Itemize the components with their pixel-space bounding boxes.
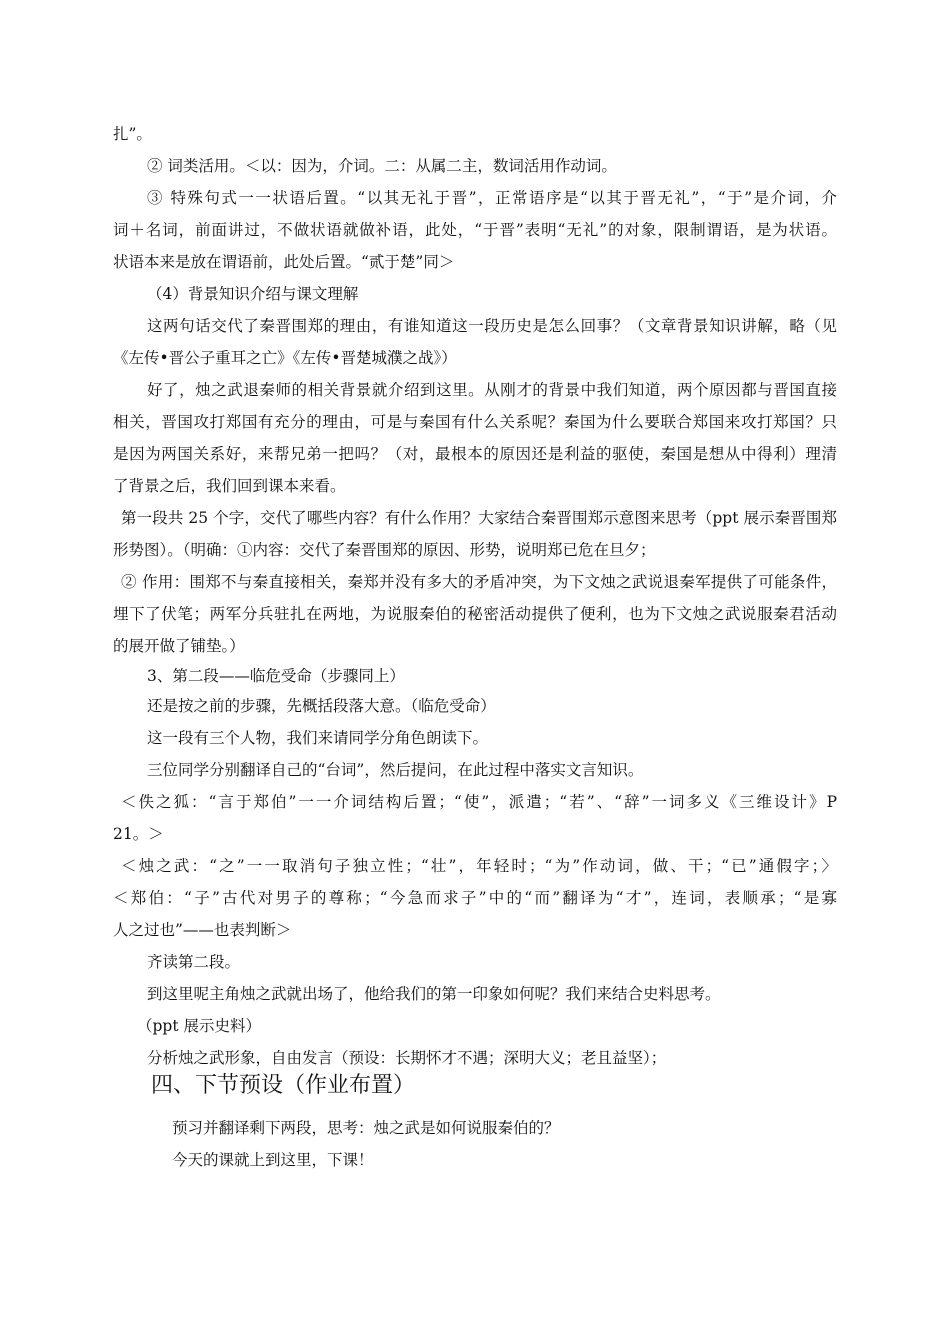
text-line: 《左传•晋公子重耳之亡》《左传•晋楚城濮之战》） — [113, 349, 457, 367]
text-line: 预习并翻译剩下两段，思考：烛之武是如何说服秦伯的？ — [172, 1119, 560, 1137]
text-line: 形势图）。（明确：①内容：交代了秦晋围郑的原因、形势，说明郑已危在旦夕； — [113, 541, 656, 559]
text-line: ② 作用：围郑不与秦直接相关，秦郑并没有多大的矛盾冲突，为下文烛之武说退秦军提供了可能条件， — [121, 573, 837, 591]
section-subheading: （4）背景知识介绍与课文理解 — [147, 285, 359, 303]
text-line: 的展开做了铺垫。） — [113, 637, 245, 655]
text-line: ＜郑伯：“子”古代对男子的尊称；“今急而求子”中的“而”翻译为“才”，连词，表顺承；“是寡 — [113, 889, 837, 907]
text-line: ③ 特殊句式一一状语后置。“以其无礼于晋”，正常语序是“以其于晋无礼”，“于”是介词，介 — [147, 189, 837, 207]
section-heading: 四、下节预设（作业布置） — [151, 1073, 416, 1098]
text-line: 齐读第二段。 — [147, 953, 241, 971]
text-line: 状语本来是放在谓语前，此处后置。“贰于楚”同＞ — [113, 253, 455, 271]
text-line: ＜烛之武：“之”一一取消句子独立性；“壮”，年轻时；“为”作动词，做、干；“已”通假字；〉 — [121, 857, 837, 875]
text-line: 第一段共 25 个字，交代了哪些内容？有什么作用？大家结合秦晋围郑示意图来思考（ppt 展示秦晋围郑 — [121, 509, 837, 527]
text-line: 词＋名词，前面讲过，不做状语就做补语，此处，“于晋”表明“无礼”的对象，限制谓语，是为状语。 — [113, 221, 837, 239]
text-line: ＜佚之狐：“言于郑伯”一一介词结构后置；“使”，派遣；“若”、“辞”一词多义《三维设计》P — [121, 793, 837, 811]
section-subheading: 3、第二段——临危受命（步骤同上） — [147, 667, 405, 685]
text-line: 今天的课就上到这里，下课！ — [172, 1151, 374, 1169]
text-line: （ppt 展示史料） — [137, 1017, 262, 1035]
text-line: 好了，烛之武退秦师的相关背景就介绍到这里。从刚才的背景中我们知道，两个原因都与晋国直接 — [147, 381, 837, 399]
text-line: 这一段有三个人物，我们来请同学分角色朗读下。 — [147, 729, 489, 747]
text-line: ② 词类活用。＜以：因为，介词。二：从属二主，数词活用作动词。 — [147, 157, 617, 175]
text-line: 分析烛之武形象，自由发言（预设：长期怀才不遇；深明大义；老且益坚）； — [147, 1049, 667, 1067]
text-line: 相关，晋国攻打郑国有充分的理由，可是与秦国有什么关系呢？秦国为什么要联合郑国来攻打郑国？只 — [113, 413, 837, 431]
text-line: 到这里呢主角烛之武就出场了，他给我们的第一印象如何呢？我们来结合史料思考。 — [147, 985, 721, 1003]
text-line: 是因为两国关系好，来帮兄弟一把吗？（对，最根本的原因还是利益的驱使，秦国是想从中得利）理清 — [113, 445, 837, 463]
text-line: 还是按之前的步骤，先概括段落大意。（临危受命） — [147, 697, 496, 715]
text-line: 了背景之后，我们回到课本来看。 — [113, 477, 346, 495]
text-line: 三位同学分别翻译自己的“台词”，然后提问，在此过程中落实文言知识。 — [147, 761, 644, 779]
text-line: 人之过也”——也表判断＞ — [113, 921, 292, 939]
text-line: 这两句话交代了秦晋围郑的理由，有谁知道这一段历史是怎么回事？（文章背景知识讲解，略（见 — [147, 317, 837, 335]
text-line: 埋下了伏笔；两军分兵驻扎在两地，为说服秦伯的秘密活动提供了便利，也为下文烛之武说服秦君活动 — [113, 605, 837, 623]
text-line: 扎”。 — [113, 125, 152, 143]
text-line: 21。＞ — [113, 825, 164, 843]
